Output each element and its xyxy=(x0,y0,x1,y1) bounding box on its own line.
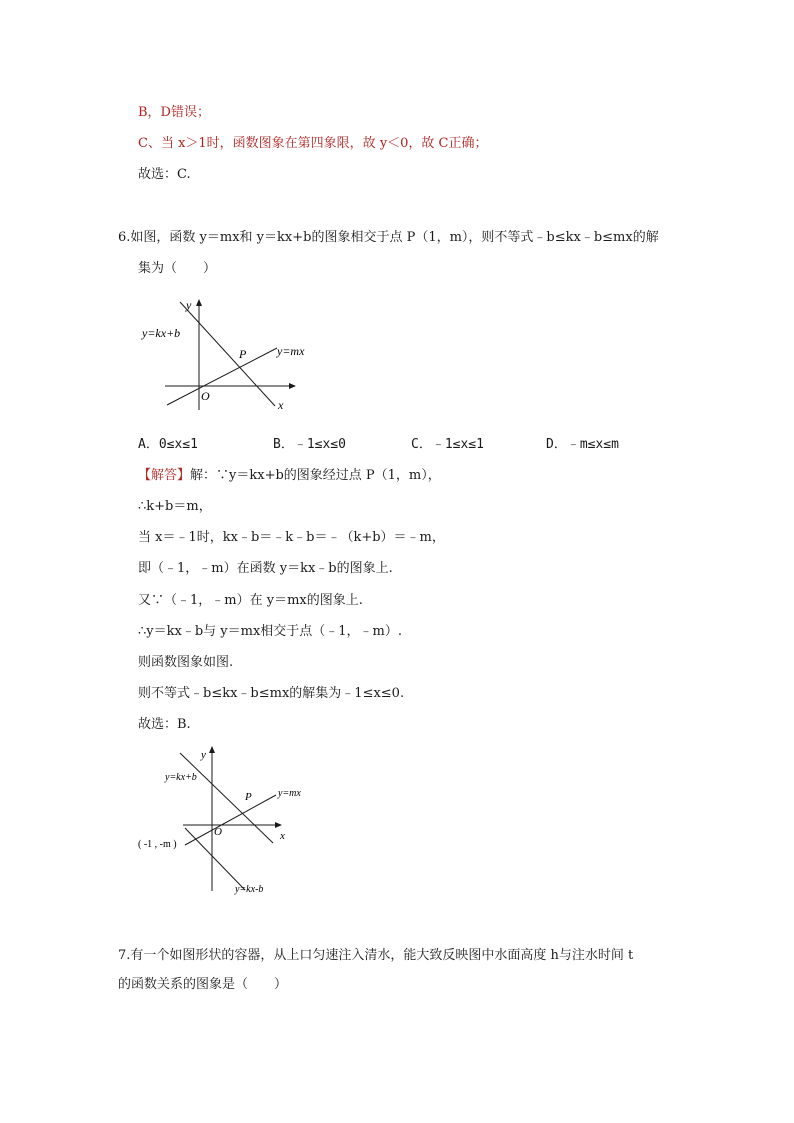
q7-stem-line-1: 7.有一个如图形状的容器，从上口匀速注入清水，能大致反映图中水面高度 h与注水时间 t xyxy=(118,948,634,963)
point-p-label: P xyxy=(239,347,247,361)
prev-solution-line-1: B，D错误； xyxy=(138,105,210,120)
y-axis-label: y xyxy=(201,749,206,761)
q6-solution-figure xyxy=(133,743,333,903)
q6-option-d: D．﹣m≤x≤m xyxy=(546,437,619,452)
q6-figure xyxy=(135,290,325,420)
origin-label: O xyxy=(201,389,210,403)
q6-option-b: B．﹣1≤x≤0 xyxy=(273,437,346,452)
line-mx-label: y=mx xyxy=(278,788,301,799)
q6-solution-line-6: ∴y＝kx﹣b与 y＝mx相交于点（﹣1，﹣m）. xyxy=(138,624,403,639)
q6-solution-line-5: 又∵（﹣1，﹣m）在 y＝mx的图象上. xyxy=(138,593,363,608)
solution-text-1: 解：∵y＝kx+b的图象经过点 P（1，m）， xyxy=(190,468,441,483)
q6-solution-line-1 xyxy=(138,467,441,485)
q6-solution-line-8: 则不等式﹣b≤kx﹣b≤mx的解集为﹣1≤x≤0. xyxy=(138,686,405,701)
q6-solution-line-7: 则函数图象如图. xyxy=(138,655,234,670)
q6-stem-line-2: 集为（ ） xyxy=(138,261,217,276)
q7-stem-line-2: 的函数关系的图象是（ ） xyxy=(118,977,288,992)
point-p-label: P xyxy=(245,791,252,803)
line-mx xyxy=(167,348,277,405)
y-axis-label: y xyxy=(186,298,192,312)
q6-solution-line-2: ∴k+b＝m， xyxy=(138,499,212,514)
q6-solution-answer: 故选：B. xyxy=(138,717,191,732)
line-kx-plus-b xyxy=(180,753,273,843)
origin-label: O xyxy=(214,826,222,838)
line-kx-minus-b-label: y=kx-b xyxy=(235,884,264,895)
solution-tag: 【解答】 xyxy=(138,468,191,483)
line-kx-plus-b-label: y=kx+b xyxy=(165,772,197,783)
q6-stem-line-1: 6.如图，函数 y＝mx和 y＝kx+b的图象相交于点 P（1，m），则不等式﹣b≤kx﹣b≤mx的解 xyxy=(118,230,659,245)
prev-solution-line-2: C、当 x＞1时，函数图象在第四象限，故 y＜0，故 C正确； xyxy=(138,136,488,151)
q6-option-c: C．﹣1≤x≤1 xyxy=(411,437,484,452)
line-kx-plus-b-label: y=kx+b xyxy=(142,326,181,340)
x-axis-label: x xyxy=(278,398,284,412)
prev-solution-answer: 故选：C. xyxy=(138,167,191,182)
q6-option-a: A．0≤x≤1 xyxy=(138,437,198,452)
q6-solution-line-3: 当 x＝﹣1时，kx﹣b＝﹣k﹣b＝﹣（k+b）＝﹣m， xyxy=(138,530,445,545)
x-axis-label: x xyxy=(280,830,285,842)
q6-solution-line-4: 即（﹣1，﹣m）在函数 y＝kx﹣b的图象上. xyxy=(138,561,393,576)
line-mx-label: y=mx xyxy=(277,344,305,358)
point-neg1-negm-label: ( -1 , -m ) xyxy=(138,839,177,850)
